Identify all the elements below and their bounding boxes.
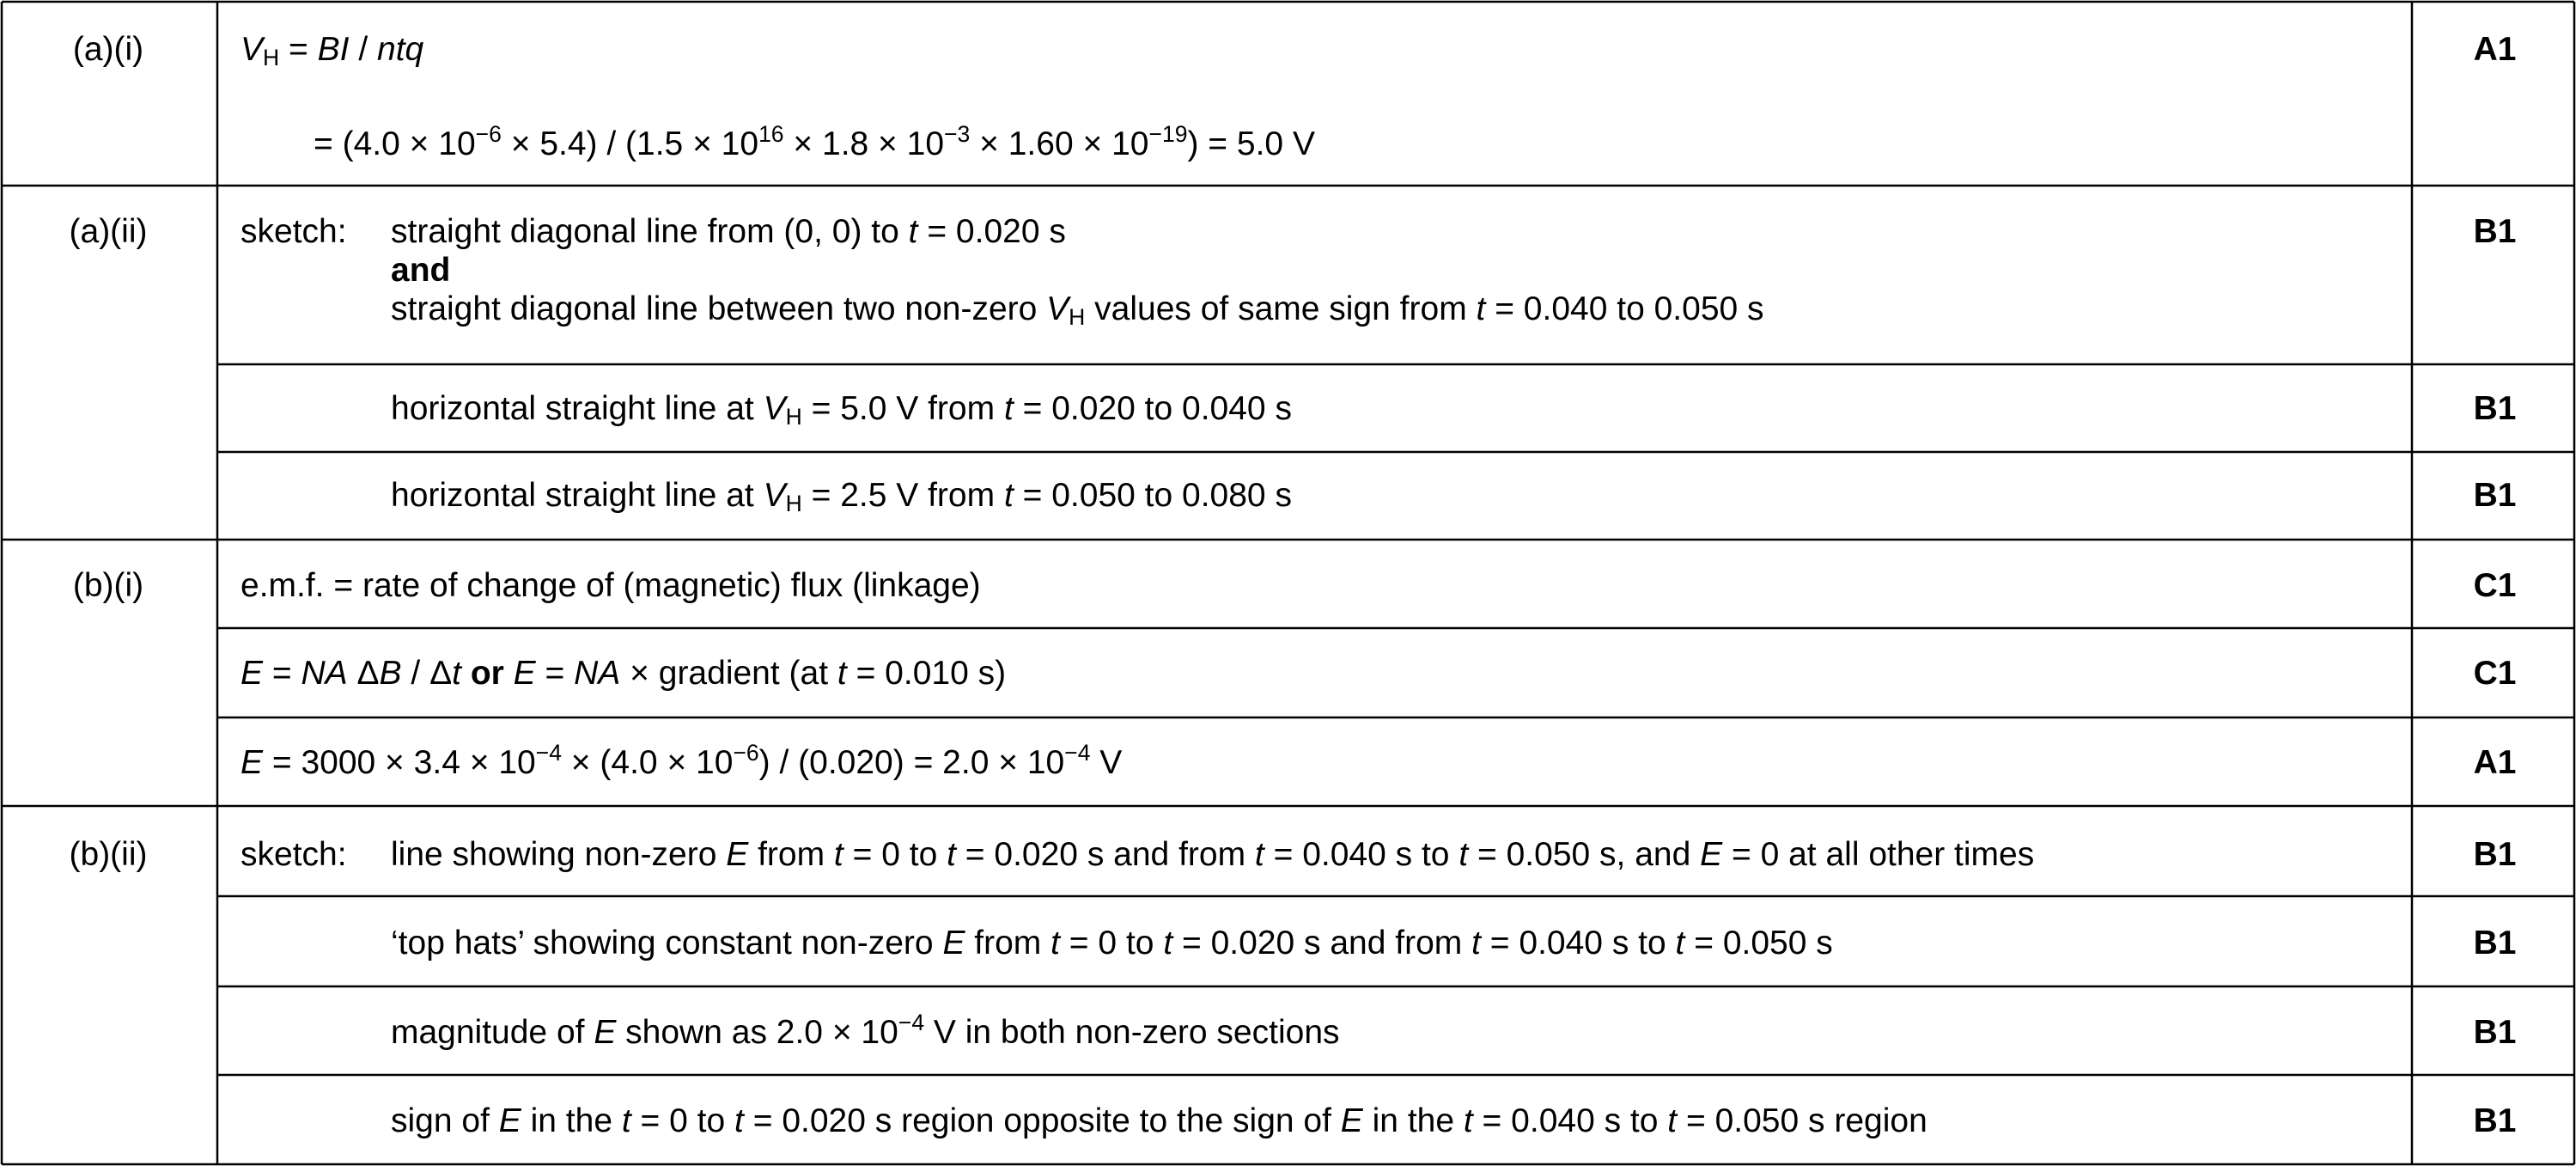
mark-a-i: A1: [2473, 31, 2517, 68]
answer-line: e.m.f. = rate of change of (magnetic) flux (linkage): [241, 567, 981, 604]
answer-row: [241, 567, 981, 606]
part-label-a-ii: (a)(ii): [69, 213, 148, 250]
mark-b-ii-4: B1: [2473, 1102, 2517, 1139]
answer-line: = $(4.0 \times 10^{-6} \times 5.4) / (1.5 \times 10^{16} \times 1.8 \times 10^{-3} \times 1.60 \times 10^{-19}) = 5.0$ V: [314, 121, 1315, 162]
answer-line: $E = 3000 \times 3.4 \times 10^{-4} \times (4.0 \times 10^{-6}) / (0.020) = 2.0 \times 10^{-4}$ V: [241, 740, 1123, 781]
answer-line: magnitude of E shown as $2.0 \times 10^{-4}$ V in both non-zero sections: [391, 1010, 1340, 1051]
sketch-label-a-ii: sketch:: [241, 213, 347, 250]
answer-line: straight diagonal line from (0, 0) to t = 0.020 s: [391, 213, 1066, 250]
answer-row: [391, 836, 2034, 875]
mark-b-i-1: C1: [2473, 567, 2517, 604]
answer-line: line showing non-zero E from t = 0 to t = 0.020 s and from t = 0.040 s to t = 0.050 s, and E = 0 at all other times: [391, 836, 2035, 873]
answer-row: [241, 655, 1006, 693]
answer-connector-and: and: [391, 251, 451, 289]
part-label-b-i: (b)(i): [72, 567, 144, 604]
mark-b-ii-1: B1: [2473, 836, 2517, 873]
answer-row: [391, 390, 1292, 429]
answer-line: E = NA ΔB / Δt or E = NA × gradient (at t = 0.010 s): [241, 655, 1007, 692]
mark-b-ii-2: B1: [2473, 925, 2517, 961]
sketch-label-b-ii: sketch:: [241, 836, 347, 873]
part-label-a-i: (a)(i): [72, 31, 144, 68]
answer-row: [391, 925, 1833, 963]
answer-row: [391, 1010, 1340, 1053]
answer-line: horizontal straight line at $V_H = 2.5$ V from t = 0.050 to 0.080 s: [391, 477, 1292, 516]
answer-row: [241, 740, 1123, 783]
mark-a-ii-2: B1: [2473, 390, 2517, 427]
answer-line: $V_H$ = BI / ntq: [241, 31, 424, 70]
answer-row: [391, 477, 1292, 516]
answer-line: straight diagonal line between two non-zero $V_H$ values of same sign from t = 0.040 to 0.050 s: [391, 290, 1764, 330]
mark-a-ii-1: B1: [2473, 213, 2517, 250]
answer-row-a-ii: [391, 213, 1764, 329]
mark-b-ii-3: B1: [2473, 1014, 2517, 1051]
mark-b-i-3: A1: [2473, 744, 2517, 781]
mark-b-i-2: C1: [2473, 655, 2517, 692]
answer-row-a-i-calc: [314, 121, 1315, 164]
part-label-b-ii: (b)(ii): [69, 836, 148, 873]
answer-row: [391, 1102, 1927, 1141]
mark-a-ii-3: B1: [2473, 477, 2517, 514]
answer-line: sign of E in the t = 0 to t = 0.020 s region opposite to the sign of E in the t = 0.040 s to t = 0.050 s region: [391, 1102, 1927, 1139]
answer-line: horizontal straight line at $V_H = 5.0$ V from t = 0.020 to 0.040 s: [391, 390, 1292, 430]
answer-line: ‘top hats’ showing constant non-zero E from t = 0 to t = 0.020 s and from t = 0.040 s to t = 0.050 s: [391, 925, 1833, 961]
answer-row-a-i: [241, 31, 423, 70]
